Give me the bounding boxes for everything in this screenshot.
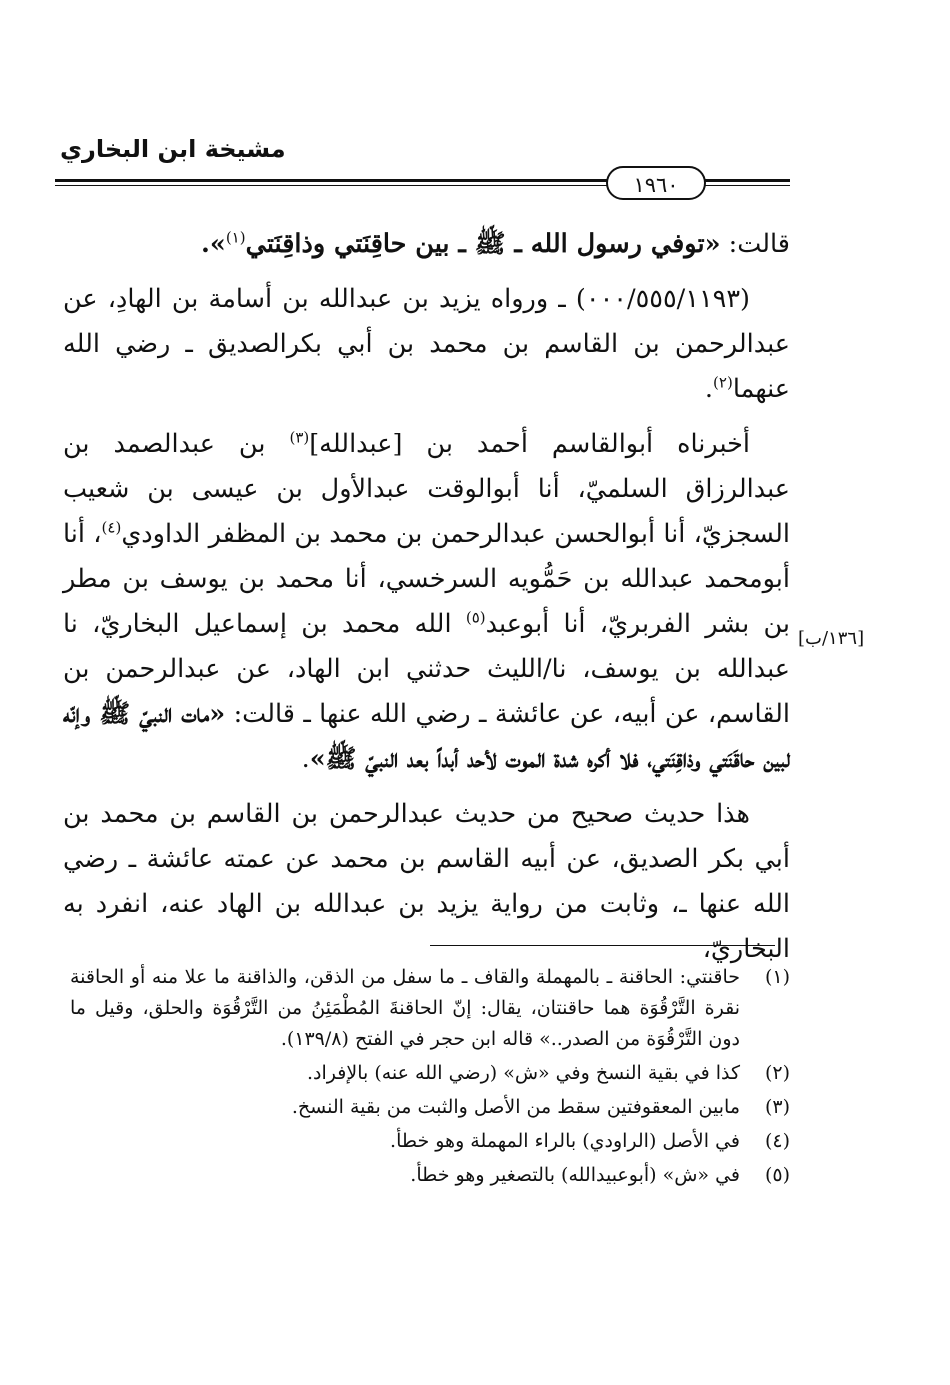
paragraph-quote xyxy=(63,222,790,267)
isnad-part-4: الله محمد بن إسماعيل البخاريّ، نا عبدالله بن يوسف، نا/الليث حدثني ابن الهاد، عن عبدالرحمن بن القاسم، عن أبيه، عن عائشة ـ رضي الله عنها ـ قالت: xyxy=(63,609,790,729)
footnote xyxy=(70,962,790,1055)
paragraph-isnad xyxy=(63,422,790,782)
footnotes xyxy=(70,962,790,1194)
narration-text: (٠٠٠/٥٥٥/١١٩٣) ـ ورواه يزيد بن عبدالله بن أسامة بن الهادِ، عن عبدالرحمن بن القاسم بن محمد بن أبي بكرالصديق ـ رضي الله عنهما xyxy=(63,284,790,404)
footnote xyxy=(70,1092,790,1123)
page-number: ١٩٦٠ xyxy=(606,166,706,200)
hadith-quote: «مات النبيّ ﷺ وإنّه لبين حاقَنَتي وذاقِنَتي، فلا أكره شدة الموت لأحد أبداً بعد النبيّ ﷺ» xyxy=(63,699,790,774)
footnote-ref: (١) xyxy=(225,228,246,247)
quote-close: ». xyxy=(200,229,226,259)
footnote-number: (١) xyxy=(764,966,790,988)
paragraph-narration xyxy=(63,277,790,412)
isnad-part-1: أخبرناه أبوالقاسم أحمد بن [عبدالله] xyxy=(309,429,750,459)
manuscript-folio-note: [١٣٦/ب] xyxy=(798,628,865,649)
footnote-text: كذا في بقية النسخ وفي «ش» (رضي الله عنه) بالإفراد. xyxy=(307,1062,740,1084)
footnote xyxy=(70,1126,790,1157)
footnote-ref: (٢) xyxy=(713,373,733,392)
footnote-number: (٥) xyxy=(764,1164,790,1186)
isnad-part-3: ، أنا أبومحمد عبدالله بن حَمُّويه السرخسي، أنا محمد بن يوسف بن مطر بن بشر الفربريّ، أنا أبوعبد xyxy=(63,519,790,639)
footnote xyxy=(70,1058,790,1089)
footnote-text: في الأصل (الراودي) بالراء المهملة وهو خطأ. xyxy=(390,1130,740,1152)
narration-tail: . xyxy=(704,374,714,404)
footnote xyxy=(70,1160,790,1191)
commentary-text: هذا حديث صحيح من حديث عبدالرحمن بن القاسم بن محمد بن أبي بكر الصديق، عن أبيه القاسم بن محمد عن عمته عائشة ـ رضي الله عنها ـ، وثابت من رواية يزيد بن عبدالله بن الهاد عنه، انفرد به البخاريّ، xyxy=(63,799,790,964)
footnote-text: في «ش» (أبوعبيدالله) بالتصغير وهو خطأ. xyxy=(410,1164,740,1186)
isnad-part-2: بن عبدالصمد بن عبدالرزاق السلميّ، أنا أبوالوقت عبدالأول بن عيسى بن شعيب السجزيّ، أنا أبوالحسن عبدالرحمن بن محمد بن المظفر الداودي xyxy=(63,429,790,549)
isnad-tail: . xyxy=(301,744,310,774)
footnote-number: (٤) xyxy=(764,1130,790,1152)
footnote-ref: (٣) xyxy=(289,428,310,447)
hadith-quote: «توفي رسول الله ـ ﷺ ـ بين حاقِنَتي وذاقِنَتي xyxy=(245,229,721,259)
footnote-text: حاقنتي: الحاقنة ـ بالمهملة والقاف ـ ما سفل من الذقن، والذاقنة ما علا منه أو الحاقنة نقرة التَّرْقُوَة هما حاقنتان، يقال: إنّ الحاقنةَ المُطْمَئِنُ من التَّرْقُوَة والحلق، وقيل ما دون التَّرْقُوَة من الصدر..» قاله ابن حجر في الفتح (١٣٩/٨). xyxy=(70,966,740,1050)
footnote-text: مابين المعقوفتين سقط من الأصل والثبت من بقية النسخ. xyxy=(291,1096,740,1118)
running-title: مشيخة ابن البخاري xyxy=(60,135,286,163)
footnote-ref: (٥) xyxy=(465,608,486,627)
main-text xyxy=(63,222,790,972)
footnote-separator xyxy=(430,945,775,946)
footnote-ref: (٤) xyxy=(101,518,122,537)
footnote-number: (٢) xyxy=(764,1062,790,1084)
footnote-number: (٣) xyxy=(764,1096,790,1118)
paragraph-lead: قالت: xyxy=(720,229,790,259)
